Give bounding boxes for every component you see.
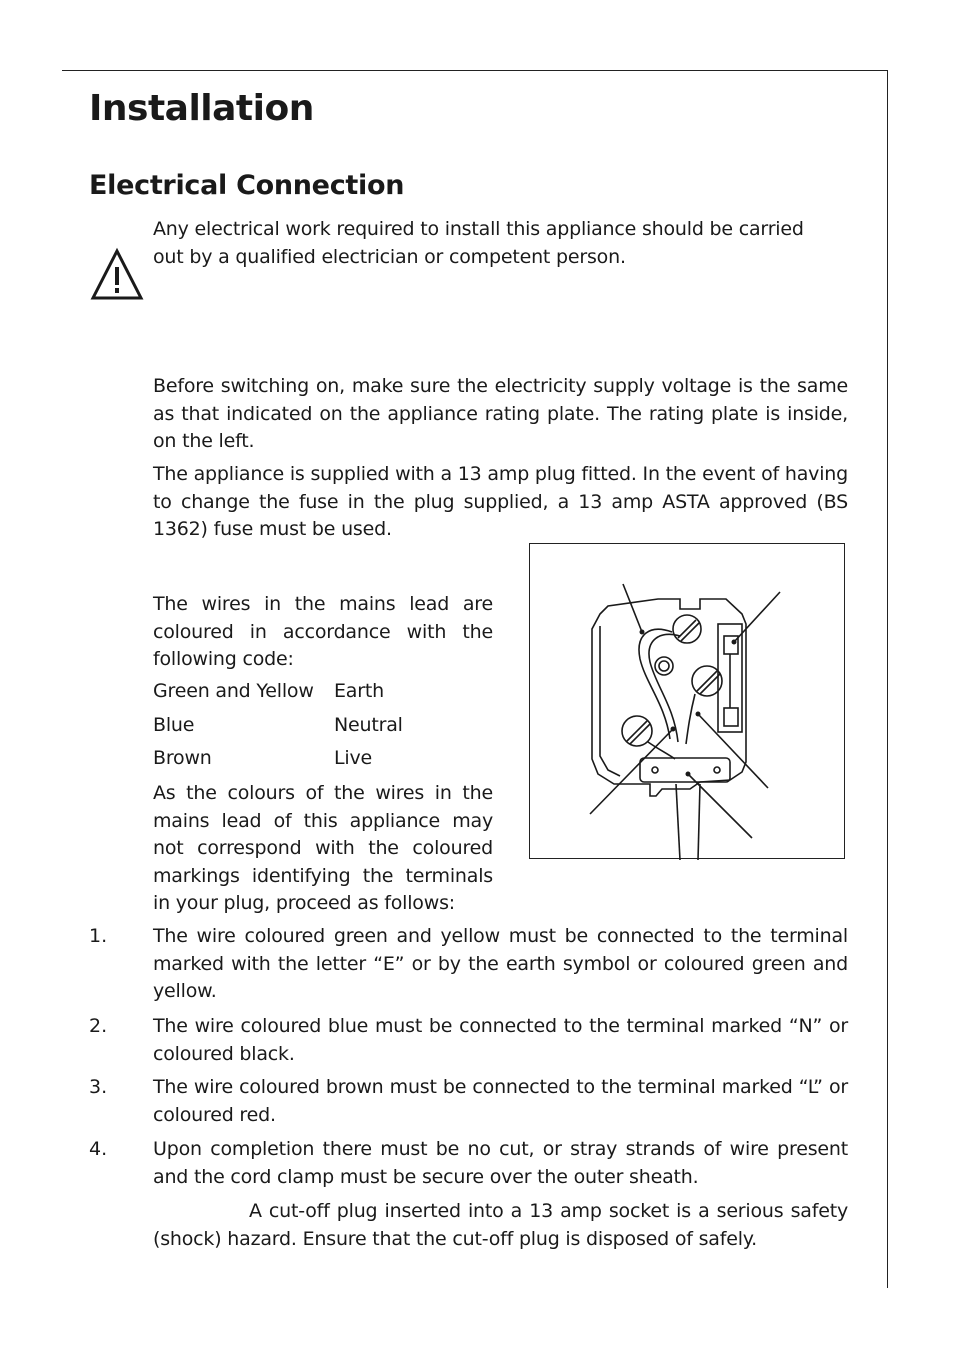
list-item [89, 1136, 848, 1192]
cut-off-plug-warning: A cut-off plug inserted into a 13 amp socket is a serious safety (shock) hazard. Ensure that the cut-off plug is disposed of safely. [153, 1200, 848, 1250]
step-number: 2. [89, 1015, 108, 1037]
step-text: The wire coloured brown must be connected to the terminal marked “L” or coloured red. [153, 1076, 848, 1126]
step-number: 3. [89, 1076, 108, 1098]
step-text: The wire coloured green and yellow must be connected to the terminal marked with the letter “E” or by the earth symbol or coloured green and yellow. [153, 925, 848, 1002]
colour-label: Green and Yellow [153, 680, 314, 702]
plug-fuse-paragraph: The appliance is supplied with a 13 amp plug fitted. In the event of having to change the fuse in the plug supplied, a 13 amp ASTA approved (BS 1362) fuse must be used. [153, 463, 848, 540]
terminal-label: Neutral [334, 714, 403, 736]
step-text: Upon completion there must be no cut, or stray strands of wire present and the cord clamp must be secure over the outer sheath. [153, 1138, 848, 1188]
wire-code-intro: The wires in the mains lead are coloured in accordance with the following code: [153, 593, 493, 670]
section-heading: Electrical Connection [89, 170, 405, 201]
warning-text: Any electrical work required to install this appliance should be carried out by a qualified electrician or competent person. [153, 218, 804, 268]
colour-label: Brown [153, 747, 212, 769]
step-number: 1. [89, 925, 108, 947]
list-item [89, 923, 848, 1007]
colour-label: Blue [153, 714, 195, 736]
right-margin-rule [887, 70, 888, 1288]
plug-diagram-icon [530, 544, 846, 860]
supply-voltage-paragraph: Before switching on, make sure the electricity supply voltage is the same as that indicated on the appliance rating plate. The rating plate is inside, on the left. [153, 375, 848, 452]
warning-triangle-icon [90, 247, 144, 301]
colour-mismatch-paragraph: As the colours of the wires in the mains lead of this appliance may not correspond with the coloured markings identifying the terminals in your plug, proceed as follows: [153, 782, 493, 914]
top-rule [62, 70, 888, 71]
step-text: The wire coloured blue must be connected to the terminal marked “N” or coloured black. [153, 1015, 848, 1065]
list-item [89, 1074, 848, 1130]
step-number: 4. [89, 1138, 108, 1160]
terminal-label: Earth [334, 680, 384, 702]
list-item [89, 1013, 848, 1069]
page-title: Installation [89, 88, 314, 129]
terminal-label: Live [334, 747, 372, 769]
plug-wiring-diagram [529, 543, 845, 859]
